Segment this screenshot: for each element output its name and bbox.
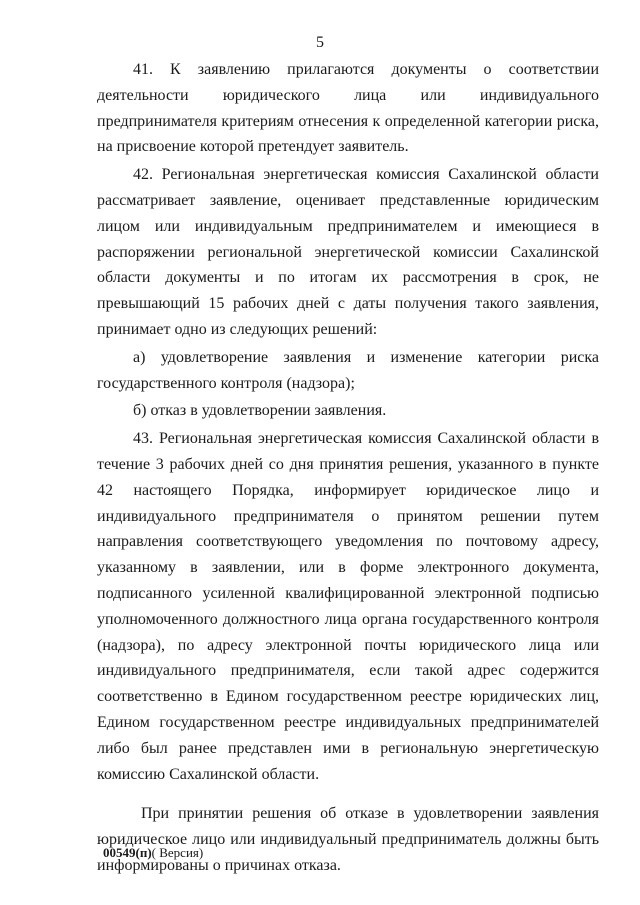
- paragraph-41: 41. К заявлению прилагаются документы о соответствии деятельности юридического лица или индивидуального предпринимателя критериям отнесения к определенной категории риска, на присвоение которой претендует заявитель.: [97, 61, 599, 156]
- list-item-b: б) отказ в удовлетворении заявления.: [133, 402, 387, 420]
- paragraph-refusal: При принятии решения об отказе в удовлетворении заявления юридическое лицо или индивидуальный предприниматель должны быть информированы о причинах отказа.: [97, 805, 599, 874]
- list-item-a: а) удовлетворение заявления и изменение категории риска государственного контроля (надзора);: [97, 348, 599, 392]
- document-body: [97, 57, 599, 879]
- page-number: 5: [316, 34, 324, 51]
- footer-version: ( Версия): [151, 845, 204, 860]
- paragraph-42: 42. Региональная энергетическая комиссия Сахалинской области рассматривает заявление, оценивает представленные юридическим лицом или индивидуальным предпринимателем и имеющиеся в распоряжении региональной энергетической комиссии Сахалинской области документы и по итогам их рассмотрения в срок, не превышающий 15 рабочих дней с даты получения такого заявления, принимает одно из следующих решений:: [97, 166, 599, 338]
- paragraph-43: 43. Региональная энергетическая комиссия Сахалинской области в течение 3 рабочих дней со дня принятия решения, указанного в пункте 42 настоящего Порядка, информирует юридическое лицо и индивидуального предпринимателя о принятом решении путем направления соответствующего уведомления по почтовому адресу, указанному в заявлении, или в форме электронного документа, подписанного усиленной квалифицированной электронной подписью уполномоченного должностного лица органа государственного контроля (надзора), по адресу электронной почты юридического лица или индивидуального предпринимателя, если такой адрес содержится соответственно в Едином государственном реестре юридических лиц, Едином государственном реестре индивидуальных предпринимателей либо был ранее представлен ими в региональную энергетическую комиссию Сахалинской области.: [97, 430, 599, 783]
- document-footer: [103, 845, 203, 861]
- footer-code: 00549(п): [103, 845, 152, 860]
